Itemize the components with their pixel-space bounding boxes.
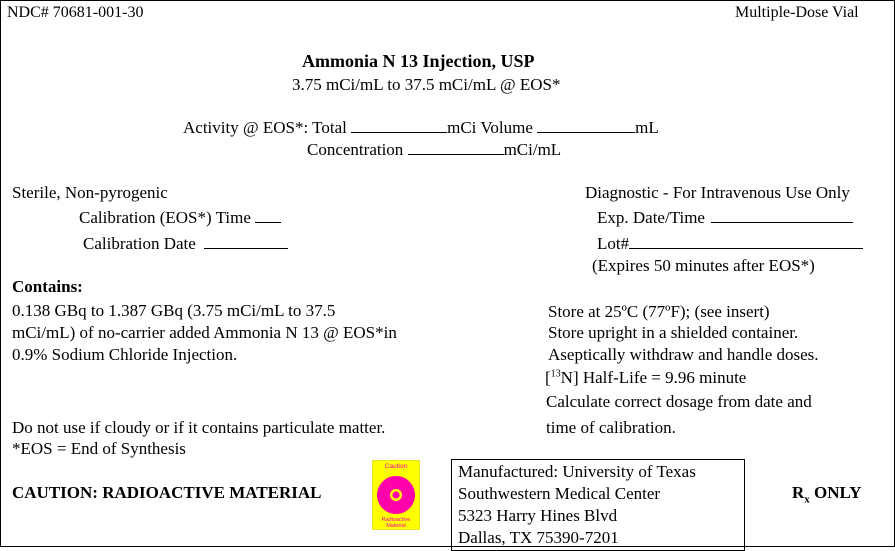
activity-total-blank	[351, 131, 447, 133]
concentration-unit: mCi/mL	[503, 140, 562, 159]
storage-line-6: time of calibration.	[546, 418, 676, 437]
calibration-date-blank	[204, 247, 288, 249]
half-life-bracket: [	[545, 368, 551, 387]
vial-type: Multiple-Dose Vial	[735, 4, 859, 21]
activity-row	[183, 119, 659, 136]
product-strength: 3.75 mCi/mL to 37.5 mCi/mL @ EOS*	[292, 75, 561, 94]
concentration-label: Concentration	[307, 140, 404, 159]
storage-line-2: Store upright in a shielded container.	[548, 323, 799, 342]
volume-unit: mL	[635, 118, 659, 137]
half-life-text: N] Half-Life = 9.96 minute	[560, 368, 747, 387]
product-name: Ammonia N 13 Injection, USP	[302, 51, 535, 71]
contains-line-3: 0.9% Sodium Chloride Injection.	[12, 345, 238, 364]
lot-label: Lot#	[597, 234, 630, 253]
cloudy-warning: Do not use if cloudy or if it contains particulate matter.	[12, 418, 386, 437]
lot-row	[597, 235, 863, 252]
storage-line-5: Calculate correct dosage from date and	[546, 392, 812, 411]
concentration-blank	[408, 153, 504, 155]
radioactive-symbol-top-text: Caution	[384, 463, 408, 470]
calibration-time-blank	[255, 221, 281, 223]
exp-date-blank	[711, 221, 853, 223]
rx-x: x	[804, 493, 810, 506]
calibration-time-row	[79, 209, 281, 226]
calibration-date-row	[83, 235, 288, 252]
exp-date-label: Exp. Date/Time	[597, 208, 705, 227]
volume-label: Volume	[480, 118, 533, 137]
half-life	[545, 369, 746, 386]
rx-only-text: ONLY	[809, 483, 862, 502]
volume-blank	[537, 131, 635, 133]
manufacturer-line-3: 5323 Harry Hines Blvd	[458, 506, 618, 525]
calibration-time-label: Calibration (EOS*) Time	[79, 208, 251, 227]
concentration-row	[307, 141, 561, 158]
eos-definition: *EOS = End of Synthesis	[12, 439, 186, 458]
rx-only	[792, 483, 862, 506]
half-life-isotope-mass: 13	[550, 368, 561, 380]
manufacturer-box	[451, 459, 745, 551]
storage-line-1: Store at 25ºC (77ºF); (see insert)	[548, 302, 770, 321]
radioactive-symbol-bottom-text-2: Material	[386, 523, 406, 529]
caution-text: CAUTION: RADIOACTIVE MATERIAL	[12, 483, 322, 502]
lot-blank	[629, 247, 863, 249]
manufacturer-line-1: Manufactured: University of Texas	[458, 462, 696, 481]
sterile-text: Sterile, Non-pyrogenic	[12, 183, 168, 202]
manufacturer-line-2: Southwestern Medical Center	[458, 484, 661, 503]
radioactive-symbol-bottom-text-1: Radioactive	[381, 517, 411, 523]
activity-label: Activity @ EOS*: Total	[183, 118, 347, 137]
rx-r: R	[792, 483, 805, 502]
diagnostic-text: Diagnostic - For Intravenous Use Only	[585, 183, 850, 202]
contains-line-2: mCi/mL) of no-carrier added Ammonia N 13 @ EOS*in	[12, 323, 397, 342]
expires-note: (Expires 50 minutes after EOS*)	[592, 256, 815, 275]
exp-date-row	[597, 209, 853, 226]
contains-heading: Contains:	[12, 277, 83, 296]
calibration-date-label: Calibration Date	[83, 234, 196, 253]
contains-line-1: 0.138 GBq to 1.387 GBq (3.75 mCi/mL to 37.5	[12, 301, 336, 320]
manufacturer-line-4: Dallas, TX 75390-7201	[458, 528, 619, 547]
activity-total-unit: mCi	[447, 118, 477, 137]
radioactive-symbol-icon	[372, 460, 420, 530]
storage-line-3: Aseptically withdraw and handle doses.	[548, 345, 819, 364]
ndc-number: NDC# 70681-001-30	[7, 4, 144, 21]
